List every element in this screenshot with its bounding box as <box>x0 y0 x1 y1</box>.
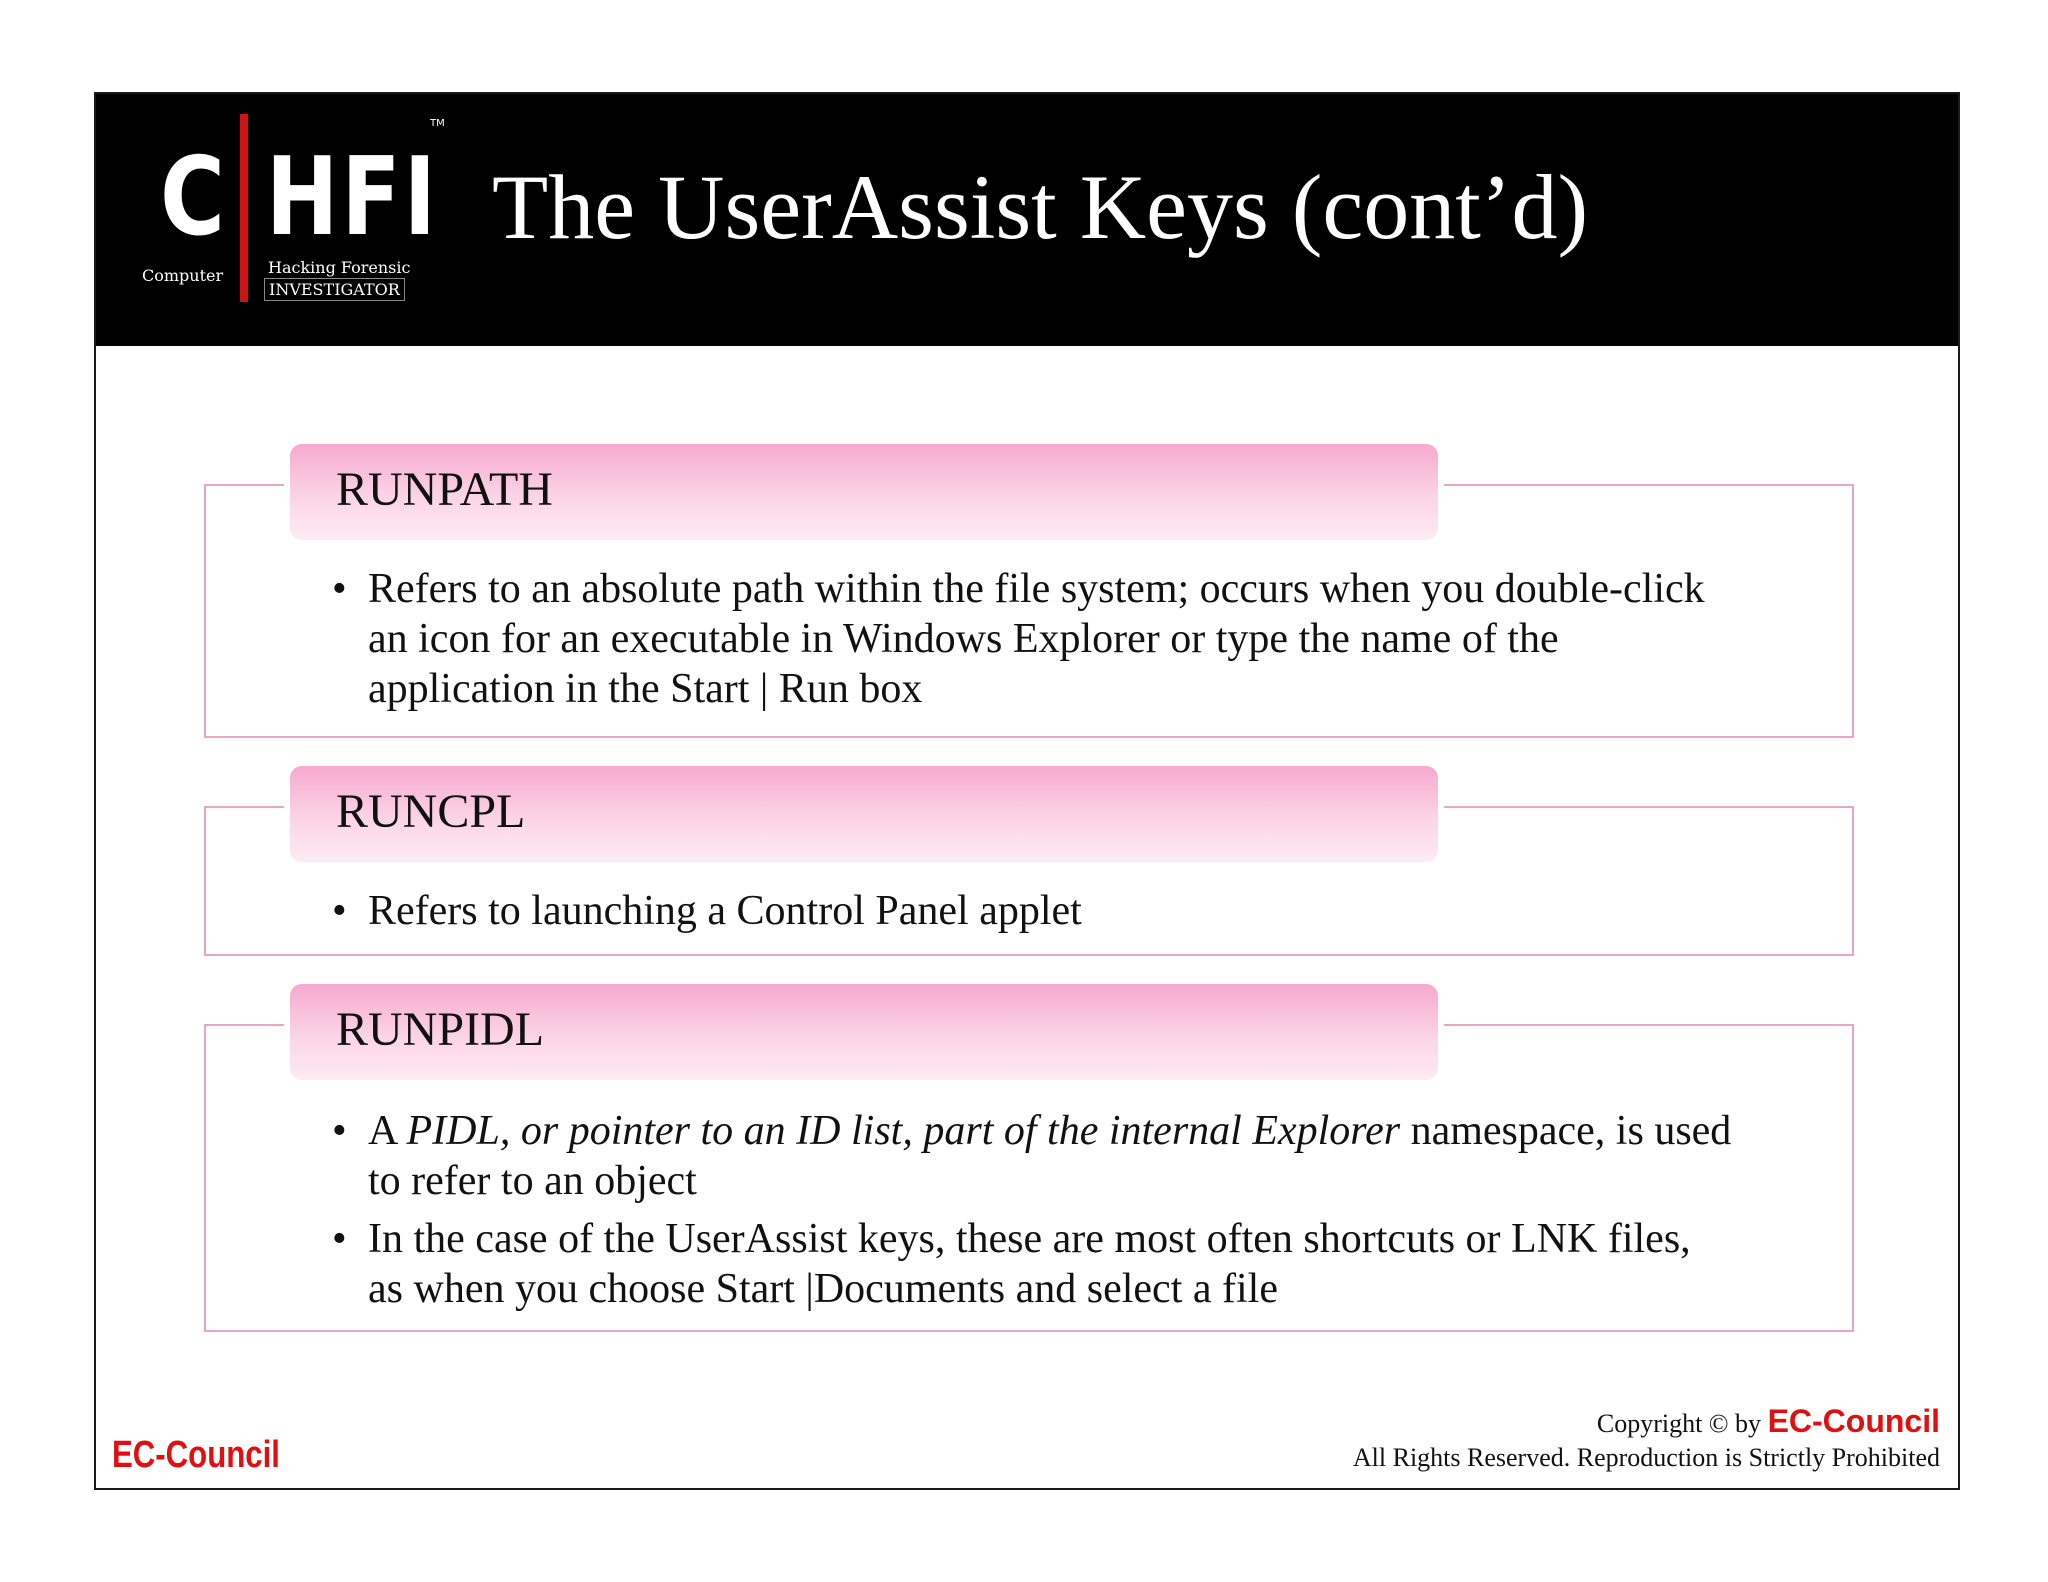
section-heading: RUNPATH <box>336 463 553 516</box>
bullet-item: • Refers to launching a Control Panel applet <box>332 886 1732 936</box>
bullet-italic-text: PIDL, or pointer to an ID list, part of the internal Explorer <box>406 1108 1401 1154</box>
section-heading: RUNPIDL <box>336 1003 545 1056</box>
section-heading-tab <box>290 444 1438 540</box>
bullet-prefix: A <box>368 1108 407 1154</box>
bullet-list <box>332 564 1732 714</box>
logo-hacking-forensic-text: Hacking Forensic <box>268 258 411 277</box>
bullet-item: • In the case of the UserAssist keys, these are most often shortcuts or LNK files, as when you choose Start |Documents and select a file <box>332 1214 1732 1314</box>
logo-trademark: TM <box>430 118 445 129</box>
copyright-prefix: Copyright © by <box>1596 1409 1768 1438</box>
logo-red-bar <box>240 114 248 302</box>
section-heading: RUNCPL <box>336 785 526 838</box>
page-title: The UserAssist Keys (cont’d) <box>492 156 1589 258</box>
section-heading-tab <box>290 984 1438 1080</box>
logo-computer-text: Computer <box>142 266 224 285</box>
section-heading-tab <box>290 766 1438 862</box>
logo-letters-hfi: HFI <box>266 135 440 260</box>
slide <box>94 92 1960 1490</box>
rights-line: All Rights Reserved. Reproduction is Strictly Prohibited <box>1352 1443 1940 1472</box>
bullet-item <box>332 1106 1732 1206</box>
copyright-line <box>1353 1404 1940 1441</box>
copyright-brand: EC-Council <box>1767 1403 1940 1439</box>
logo-investigator-text: INVESTIGATOR <box>264 278 405 301</box>
copyright-notice <box>1353 1404 1940 1475</box>
header-bar <box>96 94 1958 346</box>
chfi-logo <box>96 94 516 346</box>
bullet-list <box>332 1106 1732 1314</box>
bullet-list <box>332 886 1732 936</box>
logo-letter-c: C <box>160 135 225 260</box>
bullet-suffix: namespace, is used to refer to an object <box>368 1108 1732 1204</box>
bullet-item: • Refers to an absolute path within the file system; occurs when you double-click an icon for an executable in Windows Explorer or type the name of the application in the Start | Run box <box>332 564 1732 714</box>
ec-council-logo: EC-Council <box>112 1434 280 1476</box>
